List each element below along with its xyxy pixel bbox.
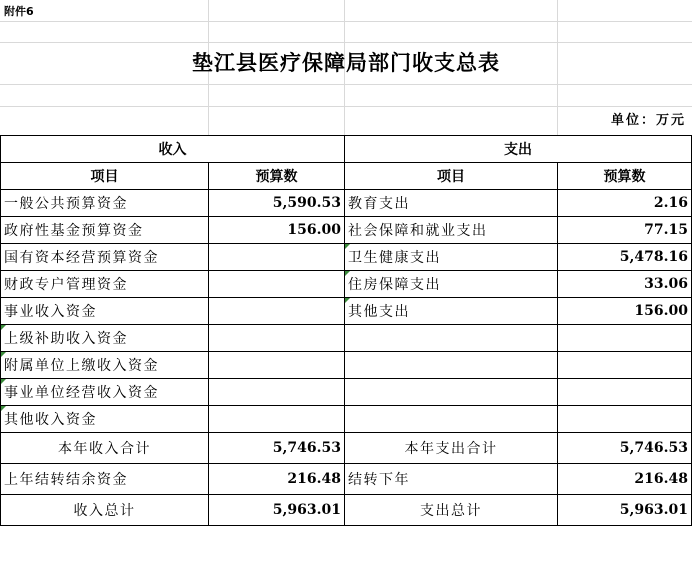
income-value (209, 271, 345, 298)
income-item: 财政专户管理资金 (1, 271, 209, 298)
income-value (209, 298, 345, 325)
income-item-header: 项目 (1, 163, 209, 190)
expense-value (558, 379, 692, 406)
expense-item: 住房保障支出 (345, 271, 558, 298)
table-row (1, 325, 692, 352)
table-row (1, 379, 692, 406)
expense-value: 33.06 (558, 271, 692, 298)
income-item: 其他收入资金 (1, 406, 209, 433)
income-value (209, 406, 345, 433)
income-value (209, 352, 345, 379)
expense-item: 教育支出 (345, 190, 558, 217)
table-row (1, 298, 692, 325)
expense-value: 2.16 (558, 190, 692, 217)
income-total-label: 收入总计 (1, 495, 209, 526)
expense-item (345, 379, 558, 406)
expense-value: 77.15 (558, 217, 692, 244)
expense-item (345, 325, 558, 352)
year-total-row (1, 433, 692, 464)
income-budget-header: 预算数 (209, 163, 345, 190)
table-row (1, 244, 692, 271)
expense-value (558, 352, 692, 379)
expense-value (558, 406, 692, 433)
income-item: 政府性基金预算资金 (1, 217, 209, 244)
year-expense-value: 5,746.53 (558, 433, 692, 464)
income-item: 一般公共预算资金 (1, 190, 209, 217)
year-income-value: 5,746.53 (209, 433, 345, 464)
expense-item (345, 352, 558, 379)
expense-item: 其他支出 (345, 298, 558, 325)
income-value: 156.00 (209, 217, 345, 244)
expense-total-value: 5,963.01 (558, 495, 692, 526)
income-value (209, 379, 345, 406)
expense-value (558, 325, 692, 352)
table-row (1, 190, 692, 217)
table-row (1, 217, 692, 244)
expense-item-header: 项目 (345, 163, 558, 190)
attachment-label: 附件6 (4, 5, 34, 18)
expense-item: 社会保障和就业支出 (345, 217, 558, 244)
income-section-header: 收入 (1, 136, 345, 163)
expense-value: 156.00 (558, 298, 692, 325)
expense-budget-header: 预算数 (558, 163, 692, 190)
table-row (1, 271, 692, 298)
unit-label: 单位：万元 (610, 113, 686, 128)
section-header-row (1, 136, 692, 163)
carry-out-label: 结转下年 (345, 464, 558, 495)
carry-over-row (1, 464, 692, 495)
grand-total-row (1, 495, 692, 526)
carry-in-label: 上年结转结余资金 (1, 464, 209, 495)
expense-total-label: 支出总计 (345, 495, 558, 526)
income-item: 上级补助收入资金 (1, 325, 209, 352)
column-header-row (1, 163, 692, 190)
income-item: 事业单位经营收入资金 (1, 379, 209, 406)
carry-in-value: 216.48 (209, 464, 345, 495)
expense-value: 5,478.16 (558, 244, 692, 271)
table-row (1, 406, 692, 433)
page-title: 垫江县医疗保障局部门收支总表 (192, 50, 500, 75)
income-value: 5,590.53 (209, 190, 345, 217)
income-item: 国有资本经营预算资金 (1, 244, 209, 271)
income-item: 事业收入资金 (1, 298, 209, 325)
income-value (209, 244, 345, 271)
carry-out-value: 216.48 (558, 464, 692, 495)
expense-item: 卫生健康支出 (345, 244, 558, 271)
year-income-label: 本年收入合计 (1, 433, 209, 464)
expense-section-header: 支出 (345, 136, 692, 163)
income-item: 附属单位上缴收入资金 (1, 352, 209, 379)
table-row (1, 352, 692, 379)
year-expense-label: 本年支出合计 (345, 433, 558, 464)
income-total-value: 5,963.01 (209, 495, 345, 526)
budget-table (0, 135, 692, 526)
expense-item (345, 406, 558, 433)
income-value (209, 325, 345, 352)
